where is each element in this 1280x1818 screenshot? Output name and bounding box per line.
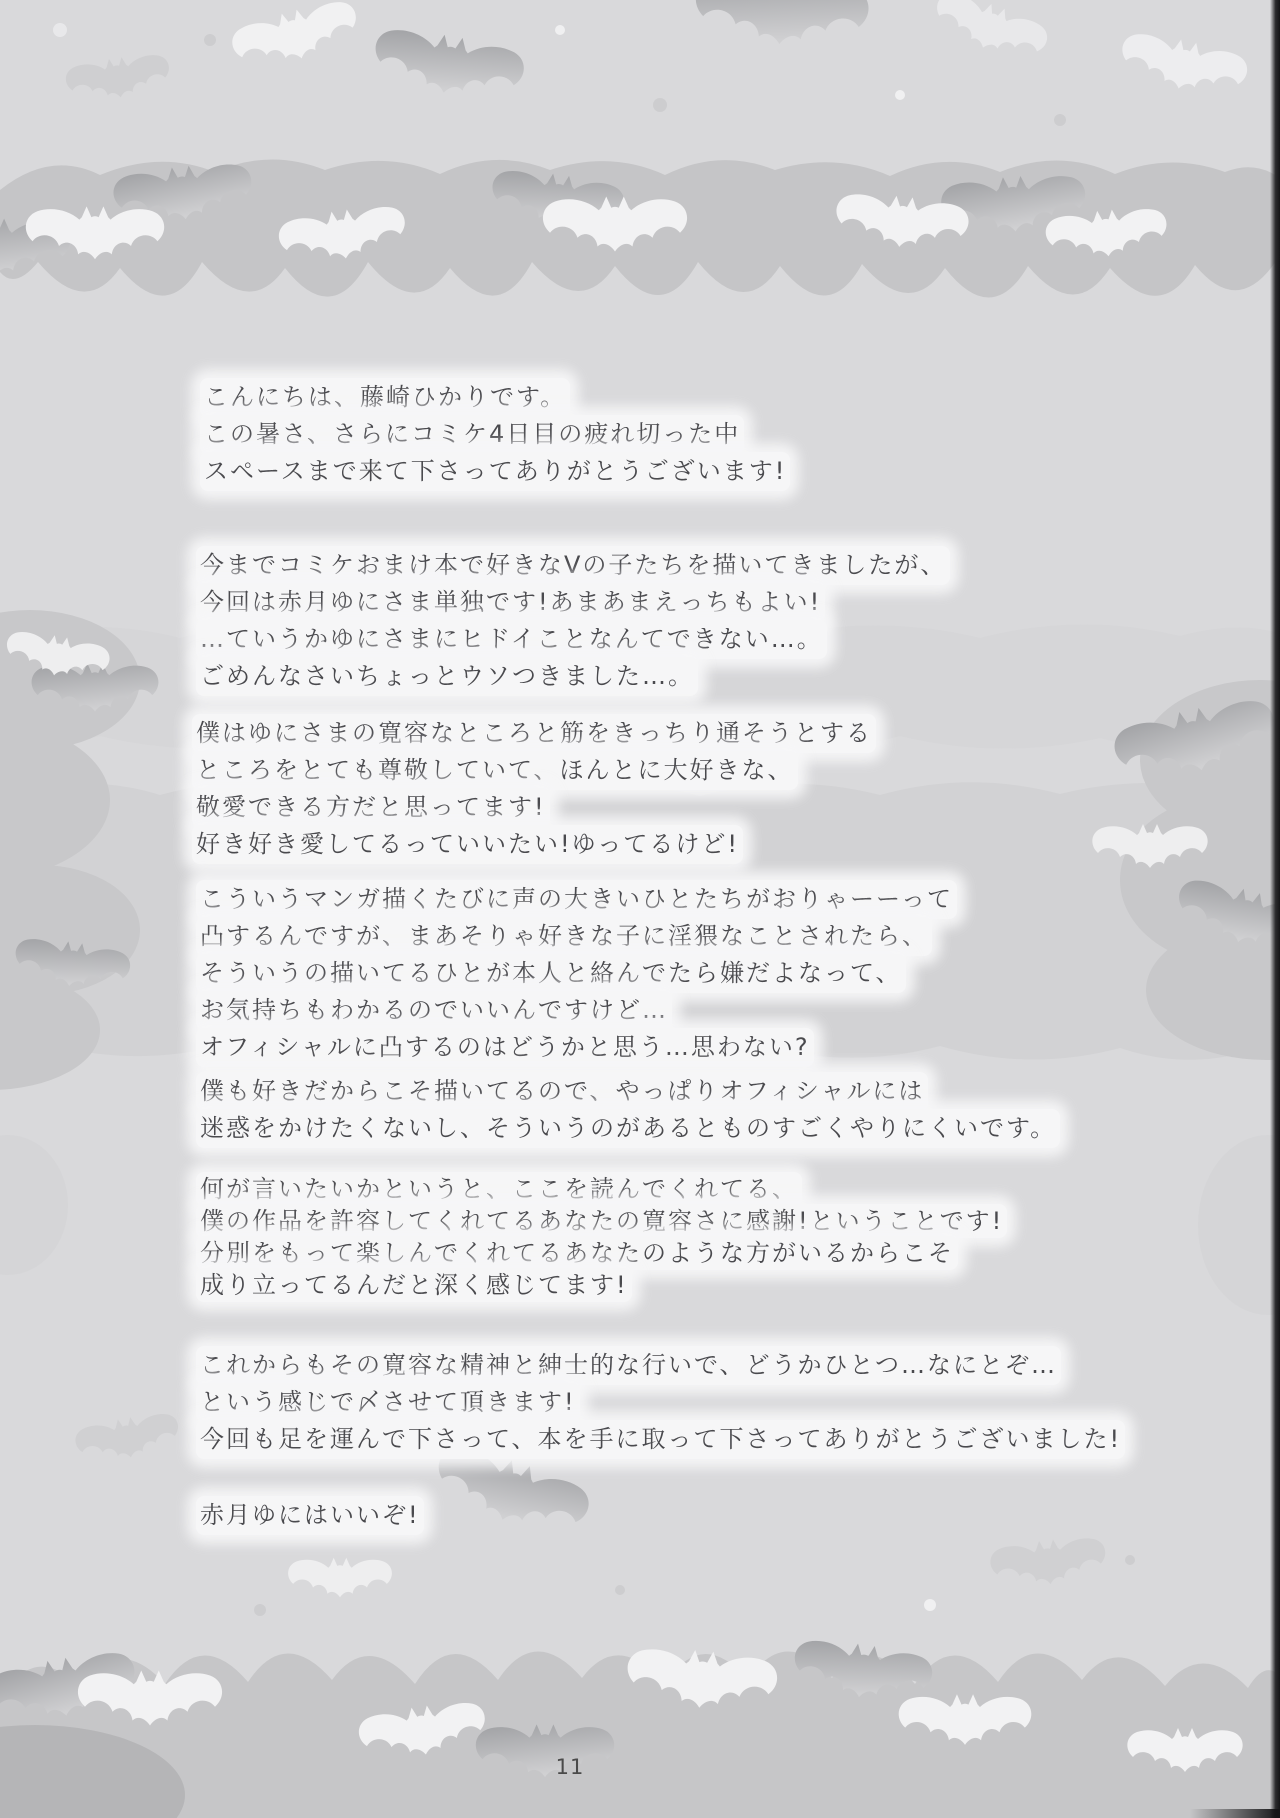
- afterword-paragraph-7: [196, 1346, 1125, 1457]
- text-line: 僕はゆにさまの寛容なところと筋をきっちり通そうとする: [192, 714, 876, 753]
- text-line: 敬愛できる方だと思ってます!: [192, 788, 550, 827]
- afterword-paragraph-3: [192, 714, 876, 862]
- text-line: 迷惑をかけたくないし、そういうのがあるとものすごくやりにくいです。: [196, 1109, 1060, 1148]
- text-line: …ていうかゆにさまにヒドイことなんてできない…。: [196, 620, 827, 659]
- scan-edge-corner: [1190, 1809, 1280, 1818]
- text-line: こういうマンガ描くたびに声の大きいひとたちがおりゃーーって: [196, 880, 957, 919]
- text-line: こんにちは、藤崎ひかりです。: [200, 378, 570, 417]
- afterword-paragraph-5: [196, 1072, 1060, 1146]
- text-line: 僕も好きだからこそ描いてるので、やっぱりオフィシャルには: [196, 1072, 928, 1111]
- scan-edge-right: [1270, 0, 1280, 1818]
- afterword-paragraph-4: [196, 880, 957, 1065]
- text-line: これからもその寛容な精神と紳士的な行いで、どうかひとつ…なにとぞ…: [196, 1346, 1061, 1385]
- text-line: ところをとても尊敬していて、ほんとに大好きな、: [192, 751, 798, 790]
- text-line: お気持ちもわかるのでいいんですけど…: [196, 991, 672, 1030]
- text-line: スペースまで来て下さってありがとうございます!: [200, 452, 790, 491]
- text-line: 今回も足を運んで下さって、本を手に取って下さってありがとうございました!: [196, 1420, 1125, 1459]
- text-line: オフィシャルに凸するのはどうかと思う…思わない?: [196, 1028, 814, 1067]
- text-line: 赤月ゆにはいいぞ!: [196, 1496, 424, 1535]
- afterword-paragraph-8: [196, 1496, 424, 1533]
- afterword-paragraph-6: [196, 1172, 1007, 1300]
- text-line: という感じで〆させて頂きます!: [196, 1383, 580, 1422]
- text-line: 好き好き愛してるっていいたい!ゆってるけど!: [192, 825, 743, 864]
- text-line: 分別をもって楽しんでくれてるあなたのような方がいるからこそ: [196, 1236, 958, 1270]
- text-line: この暑さ、さらにコミケ4日目の疲れ切った中: [200, 415, 744, 454]
- text-line: 何が言いたいかというと、ここを読んでくれてる、: [196, 1172, 802, 1206]
- text-line: 今回は赤月ゆにさま単独です!あまあまえっちもよい!: [196, 583, 825, 622]
- text-line: 今までコミケおまけ本で好きなVの子たちを描いてきましたが、: [196, 546, 950, 585]
- text-line: ごめんなさいちょっとウソつきました…。: [196, 657, 698, 696]
- text-line: 成り立ってるんだと深く感じてます!: [196, 1268, 632, 1302]
- afterword-paragraph-1: [200, 378, 790, 489]
- text-line: 凸するんですが、まあそりゃ好きな子に淫猥なことされたら、: [196, 917, 932, 956]
- page-number: 11: [555, 1755, 585, 1779]
- afterword-paragraph-2: [196, 546, 950, 694]
- text-line: 僕の作品を許容してくれてるあなたの寛容さに感謝!ということです!: [196, 1204, 1007, 1238]
- text-line: そういうの描いてるひとが本人と絡んでたら嫌だよなって、: [196, 954, 906, 993]
